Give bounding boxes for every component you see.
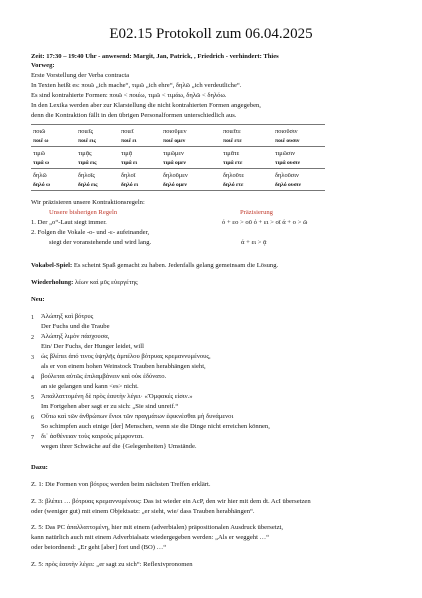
table-cell: δηλοῦμεν	[163, 172, 188, 179]
note-line: oder beiordnend: „Er geht [aber] fort und (BO) …“	[31, 544, 167, 551]
rule-item: siegt der voranstehende und wird lang.	[49, 239, 152, 246]
table-cell: ποιοῦμεν	[163, 128, 187, 135]
note-line: Z. 5: πρὸς ἑαυτὴν λέγει: „er sagt zu sich“: Reflexivpronomen	[31, 561, 193, 568]
vorweg-line: Es sind kontrahierte Formen: ποιῶ < ποιέω, τιμῶ < τιμάω, δηλῶ < δηλόω.	[31, 92, 227, 99]
wiederholung-text: λέων καὶ μῦς εὐεργέτης	[73, 279, 138, 286]
greek-line: δι᾽ ἀσθένειαν τοὺς καιροὺς μέμφονται.	[41, 433, 144, 440]
rule-item: 2. Folgen die Vokale -o- und -ε- aufeinander,	[31, 229, 150, 236]
german-line: an sie gelangen und kann <es> nicht.	[41, 383, 139, 390]
greek-line: ὡς βλέπει ἀπό τινος ὑψηλῆς ἀμπέλου βότρυας κρεμαννυμένους,	[41, 353, 211, 360]
table-cell: τιμά εις	[78, 160, 97, 166]
table-cell: ποιεῖτε	[223, 128, 241, 135]
neu-heading: Neu:	[31, 296, 45, 303]
greek-line: βούλεται αὐτῶς ἐπιλαμβάνειν καὶ οὐκ ἐδύνατο.	[41, 373, 167, 380]
greek-line: Ἀπαλλαττομένη δὲ πρὸς ἑαυτὴν λέγει· «Ὄμφακές εἰσιν.»	[41, 393, 193, 400]
wiederholung-label: Wiederholung:	[31, 279, 74, 286]
page-title: E02.15 Protokoll zum 06.04.2025	[109, 26, 313, 42]
german-line: Ein/ Der Fuchs, der Hunger leidet, will	[41, 343, 144, 350]
line-number: 3	[31, 355, 34, 361]
table-rule	[31, 168, 325, 169]
dazu-heading: Dazu:	[31, 464, 48, 471]
rules-col-heading: Präzisierung	[240, 209, 273, 216]
greek-line: Οὕτω καὶ τῶν ἀνθρώπων ἔνιοι τῶν πραγμάτων ἐφικνέσθαι μὴ δυνάμενοι	[41, 413, 234, 420]
table-cell: δηλοῖ	[121, 172, 136, 179]
note-line: Z. 3: βλέπει … βότρυας κρεμαννυμένους: Das ist wieder ein AcP, den wir hier mit dem dt. AcI übersetzen	[31, 498, 311, 505]
rule-example: ά + ει > ᾷ	[241, 239, 267, 246]
note-line: Z. 5: Das PC ἀπαλλαττομένη, hier mit einem (adverbialen) präpositionalen Ausdruck übersetzt,	[31, 524, 283, 531]
table-cell: ποιοῦσιν	[275, 128, 298, 135]
vorweg-line: denn die Kontraktion fällt in den übrigen Personalformen unterschiedlich aus.	[31, 112, 237, 119]
table-cell: τιμά ει	[121, 160, 138, 166]
table-cell: τιμᾷς	[78, 150, 92, 157]
vokabel-label: Vokabel-Spiel:	[31, 262, 73, 269]
table-cell: δηλῶ	[33, 172, 47, 179]
table-cell: ποιεῖς	[78, 128, 94, 135]
line-number: 4	[31, 375, 34, 381]
german-line: So schimpfen auch einige [der] Menschen, wenn sie die Dinge nicht erreichen können,	[41, 423, 270, 430]
line-number: 5	[31, 395, 34, 401]
german-line: Der Fuchs und die Traube	[41, 323, 110, 330]
greek-line: Ἀλώπηξ καὶ βότρυς	[41, 313, 94, 320]
table-cell: τιμῶ	[33, 150, 45, 157]
table-cell: ποιέ ουσιν	[275, 138, 300, 144]
table-cell: δηλό ομεν	[163, 182, 187, 188]
vorweg-line: Erste Vorstellung der Verba contracta	[31, 72, 130, 79]
table-cell: δηλό εις	[78, 182, 98, 188]
vokabel-line	[31, 262, 278, 270]
table-cell: δηλοῦτε	[223, 172, 245, 179]
greek-line: Ἀλώπηξ λιμὸν πάσχουσα,	[41, 333, 110, 340]
table-cell: δηλοῖς	[78, 172, 95, 179]
line-number: 7	[31, 435, 34, 441]
table-cell: ποιέ εις	[78, 138, 96, 144]
vokabel-text: Es scheint Spaß gemacht zu haben. Jedenfalls gelang gemeinsam die Lösung.	[72, 262, 279, 269]
note-line: kann natürlich auch mit einem Adverbialsatz wiedergegeben werden: „Als er weggeht …“	[31, 534, 270, 541]
table-cell: ποιέ ει	[121, 138, 137, 144]
table-cell: τιμᾶτε	[223, 150, 240, 157]
table-rule	[31, 124, 325, 125]
line-number: 2	[31, 335, 34, 341]
table-cell: τιμᾷ	[121, 150, 133, 157]
table-cell: τιμά ουσιν	[275, 160, 300, 166]
rules-col-heading: Unsere bisherigen Regeln	[49, 209, 118, 216]
table-cell: ποιεῖ	[121, 128, 134, 135]
table-cell: τιμά ετε	[223, 160, 243, 166]
german-line: Im Fortgehen aber sagt er zu sich: „Sie sind unreif.“	[41, 403, 179, 410]
table-cell: τιμῶσιν	[275, 150, 295, 157]
wiederholung-line	[31, 279, 138, 287]
table-cell: ποιέ ομεν	[163, 138, 186, 144]
vorweg-line: In den Lexika werden aber zur Klarstellung die nicht kontrahierten Formen angegeben,	[31, 102, 261, 109]
table-cell: δηλοῦσιν	[275, 172, 299, 179]
table-cell: δηλό ετε	[223, 182, 244, 188]
line-number: 1	[31, 315, 34, 321]
table-cell: τιμῶμεν	[163, 150, 184, 157]
table-cell: ποιῶ	[33, 128, 46, 135]
german-line: als er von einem hohen Weinstock Trauben herabhängen sieht,	[41, 363, 206, 370]
table-cell: ποιέ ετε	[223, 138, 242, 144]
table-cell: τιμά ω	[33, 160, 50, 166]
rules-intro: Wir präzisieren unsere Kontraktionsregeln:	[31, 199, 145, 206]
table-cell: ποιέ ω	[33, 138, 49, 144]
rule-item: 1. Der „o“-Laut siegt immer.	[31, 219, 107, 226]
vorweg-heading: Vorweg:	[31, 62, 55, 69]
table-cell: δηλό ουσιν	[275, 182, 301, 188]
note-line: oder (weniger gut) mit einem Objektsatz: „er sieht, wie/ dass Trauben herabhängen“.	[31, 508, 255, 515]
rule-example: ό + εο > οῦ ό + ει > οῖ ά + ο > ῶ	[222, 219, 308, 226]
line-number: 6	[31, 415, 34, 421]
table-cell: δηλό ει	[121, 182, 139, 188]
note-line: Z. 1: Die Formen von βότρυς werden beim nächsten Treffen erklärt.	[31, 481, 211, 488]
meeting-info: Zeit: 17:30 – 19:40 Uhr - anwesend: Margit, Jan, Patrick, , Friedrich - verhindert: Thies	[31, 53, 279, 60]
table-rule	[31, 190, 325, 191]
table-cell: τιμά ομεν	[163, 160, 186, 166]
table-rule	[31, 146, 325, 147]
german-line: wegen ihrer Schwäche auf die {Gelegenheiten} Umstände.	[41, 443, 197, 450]
table-cell: δηλό ω	[33, 182, 51, 188]
vorweg-line: In Texten heißt es: ποιῶ „ich mache“, τιμῶ „ich ehre“, δηλῶ „ich verdeutliche“.	[31, 82, 242, 89]
